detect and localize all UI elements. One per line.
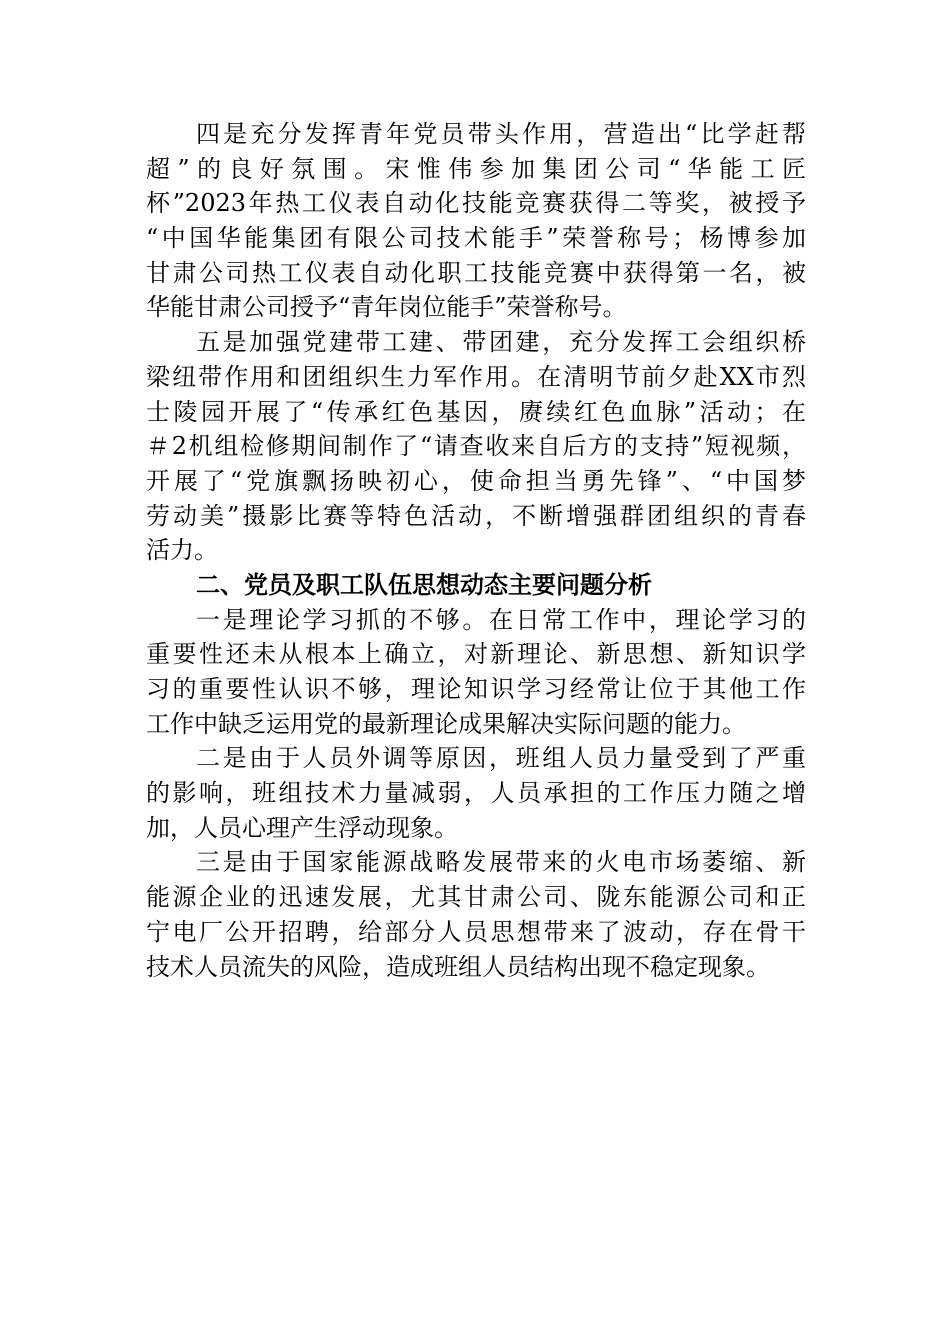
text-line: 华能甘肃公司授予“青年岗位能手”荣誉称号。	[146, 293, 627, 322]
text-line: 开展了“党旗飘扬映初心，使命担当勇先锋”、“中国梦	[146, 466, 806, 495]
paragraph-staff-transfer	[146, 741, 806, 845]
text-line: 杯”2023年热工仪表自动化技能竞赛获得二等奖，被授予	[146, 189, 806, 218]
text-line: 加，人员心理产生浮动现象。	[146, 813, 458, 842]
text-line: 活力。	[146, 536, 218, 565]
text-line: 的影响，班组技术力量减弱，人员承担的工作压力随之增	[146, 779, 806, 808]
text-line: 习的重要性认识不够，理论知识学习经常让位于其他工作	[146, 675, 806, 703]
text-line: ＃2机组检修期间制作了“请查收来自后方的支持”短视频，	[146, 432, 806, 461]
paragraph-theory-study	[146, 603, 806, 742]
section-heading: 二、党员及职工队伍思想动态主要问题分析	[196, 570, 652, 599]
text-line: 甘肃公司热工仪表自动化职工技能竞赛中获得第一名，被	[146, 258, 806, 287]
text-line: 超”的良好氛围。宋惟伟参加集团公司“华能工匠	[146, 154, 806, 183]
text-line: 二是由于人员外调等原因，班组人员力量受到了严重	[196, 744, 806, 773]
text-line: 重要性还未从根本上确立，对新理论、新思想、新知识学	[146, 640, 806, 669]
text-line: “中国华能集团有限公司技术能手”荣誉称号；杨博参加	[146, 224, 806, 253]
text-line: 技术人员流失的风险，造成班组人员结构出现不稳定现象。	[146, 952, 770, 981]
paragraph-energy-strategy	[146, 845, 806, 984]
text-line: 五是加强党建带工建、带团建，充分发挥工会组织桥	[196, 328, 806, 357]
text-line: 能源企业的迅速发展，尤其甘肃公司、陇东能源公司和正	[146, 883, 806, 912]
text-line: 工作中缺乏运用党的最新理论成果解决实际问题的能力。	[146, 709, 746, 738]
text-line: 一是理论学习抓的不够。在日常工作中，理论学习的	[196, 605, 806, 634]
document-body	[146, 117, 806, 984]
text-line: 四是充分发挥青年党员带头作用，营造出“比学赶帮	[196, 120, 806, 148]
text-line: 三是由于国家能源战略发展带来的火电市场萎缩、新	[196, 848, 806, 877]
paragraph-union-league	[146, 325, 806, 568]
text-line: 士陵园开展了“传承红色基因，赓续红色血脉”活动；在	[146, 397, 806, 426]
text-line: 梁纽带作用和团组织生力军作用。在清明节前夕赴XX市烈	[146, 362, 806, 391]
text-line: 宁电厂公开招聘，给部分人员思想带来了波动，存在骨干	[146, 917, 806, 946]
paragraph-youth-party-members	[146, 117, 806, 325]
text-line: 劳动美”摄影比赛等特色活动，不断增强群团组织的青春	[146, 501, 806, 530]
